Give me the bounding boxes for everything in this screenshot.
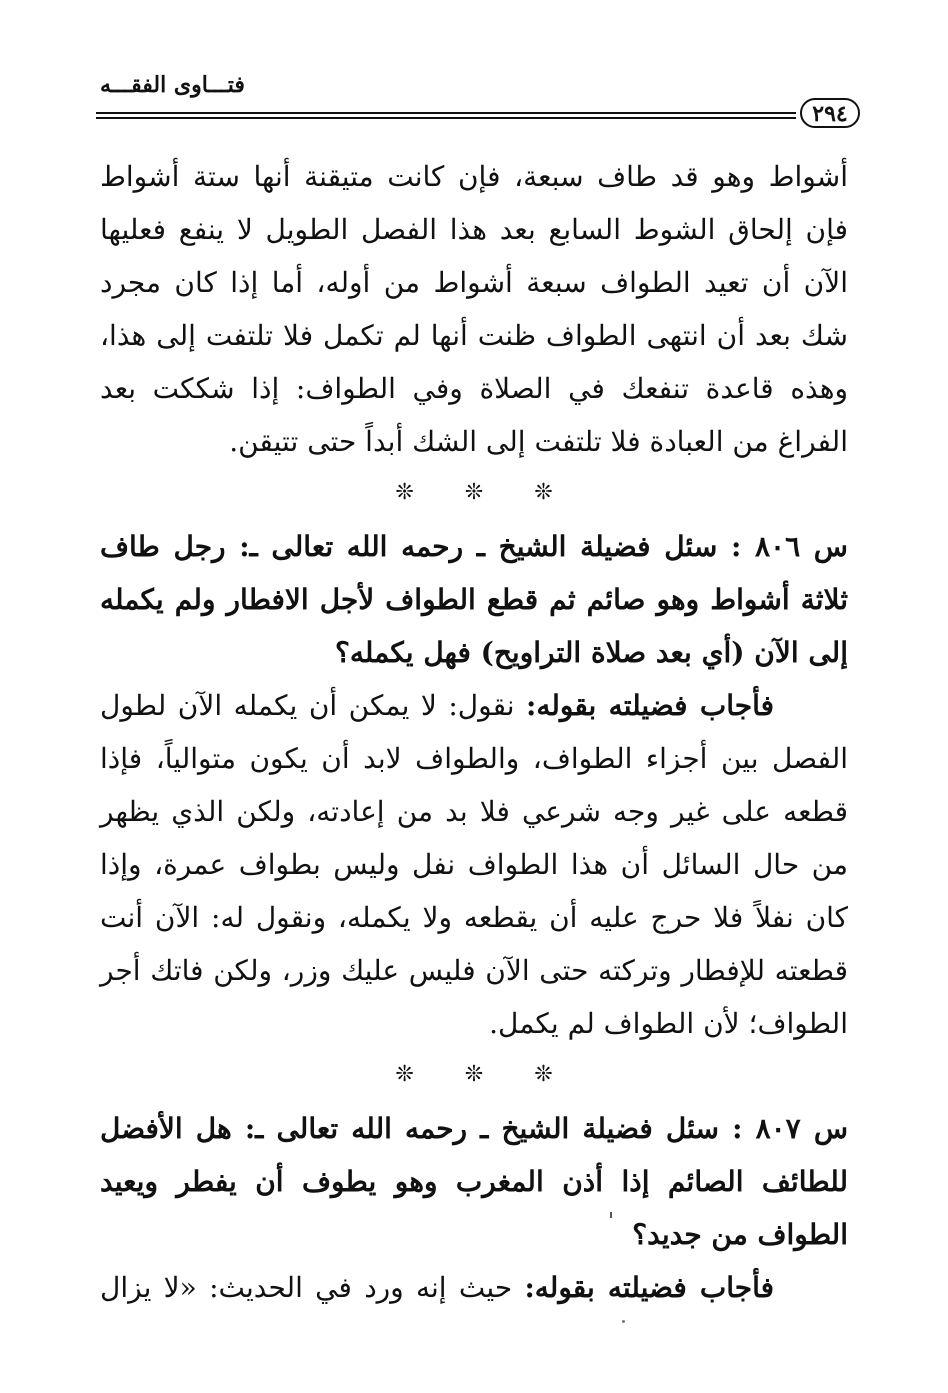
question-806: س ٨٠٦ : سئل فضيلة الشيخ ـ رحمه الله تعالى ـ: رجل طاف ثلاثة أشواط وهو صائم ثم قطع الطواف لأجل الافطار ولم يكمله إلى الآن (أي بعد صلاة التراويح) فهل يكمله؟ (100, 530, 848, 669)
separator-star-icon: ❊ (534, 1062, 553, 1087)
header-double-rule (96, 112, 796, 119)
separator-star-icon: ❊ (395, 1062, 414, 1087)
answer-806-body: نقول: لا يمكن أن يكمله الآن لطول الفصل بين أجزاء الطواف، والطواف لابد أن يكون متوالياً، فإذا قطعه على غير وجه شرعي فلا بد من إعادته، ولكن الذي يظهر من حال السائل أن هذا الطواف نفل وليس بطواف عمرة، وإذا كان نفلاً فلا حرج عليه أن يقطعه ولا يكمله، ونقول له: الآن أنت قطعته للإفطار وتركته حتى الآن فليس عليك وزر، ولكن فاتك أجر الطواف؛ لأن الطواف لم يكمل. (100, 689, 848, 1040)
page-number-badge: ٢٩٤ (800, 98, 860, 128)
question-807: س ٨٠٧ : سئل فضيلة الشيخ ـ رحمه الله تعالى ـ: هل الأفضل للطائف الصائم إذا أذن المغرب وهو يطوف أن يفطر ويعيد الطواف من جديد؟ (100, 1112, 848, 1251)
answer-806-lead: فأجاب فضيلته بقوله: (526, 689, 774, 722)
section-separator (100, 1052, 848, 1098)
answer-806 (100, 679, 848, 1050)
running-header-title: فتـــاوى الفقـــه (100, 72, 245, 98)
paragraph-continuation: أشواط وهو قد طاف سبعة، فإن كانت متيقنة أنها ستة أشواط فإن إلحاق الشوط السابع بعد هذا الفصل الطويل لا ينفع فعليها الآن أن تعيد الطواف سبعة أشواط من أوله، أما إذا كان مجرد شك بعد أن انتهى الطواف ظنت أنها لم تكمل فلا تلتفت إلى هذا، وهذه قاعدة تنفعك في الصلاة وفي الطواف: إذا شككت بعد الفراغ من العبادة فلا تلتفت إلى الشك أبداً حتى تتيقن. (100, 160, 848, 458)
page-body (100, 150, 848, 1314)
separator-star-icon: ❊ (395, 480, 414, 505)
scan-dot (622, 1320, 625, 1323)
answer-807 (100, 1261, 848, 1314)
separator-star-icon: ❊ (464, 1062, 484, 1087)
separator-star-icon: ❊ (464, 480, 484, 505)
scan-speck (610, 1212, 612, 1218)
section-separator (100, 470, 848, 516)
separator-star-icon: ❊ (534, 480, 553, 505)
answer-807-body: حيث إنه ورد في الحديث: «لا يزال (100, 1271, 525, 1304)
answer-807-lead: فأجاب فضيلته بقوله: (524, 1271, 774, 1304)
